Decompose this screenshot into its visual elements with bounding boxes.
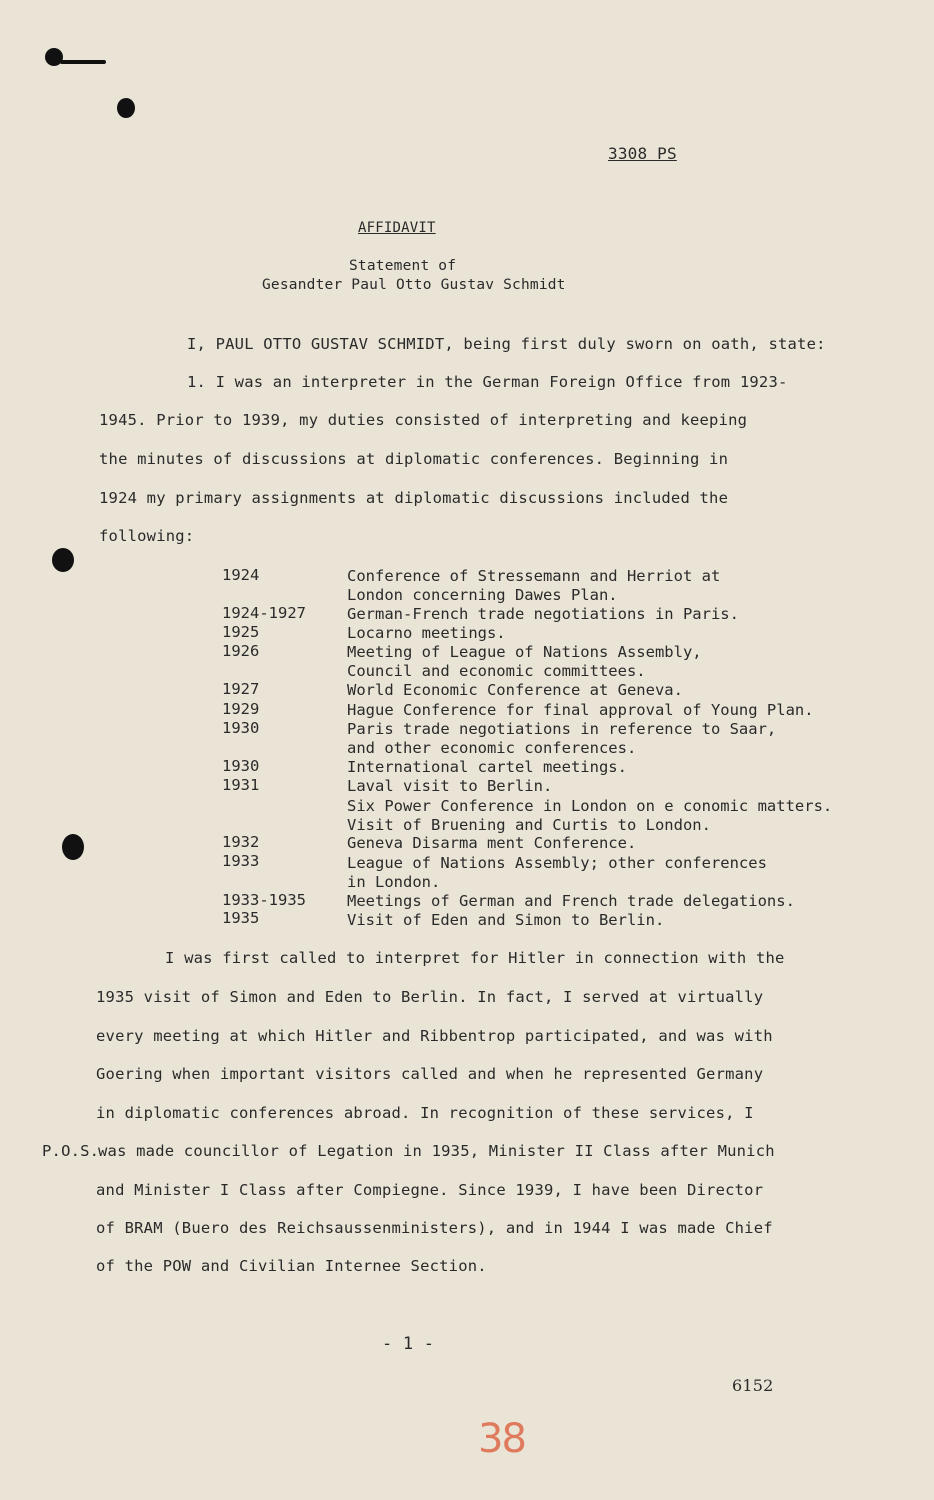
para1-line: 1. I was an interpreter in the German Foreign Office from 1923- [187, 373, 788, 391]
assignment-desc: League of Nations Assembly; other conferences [347, 854, 767, 872]
assignment-year: 1930 [222, 757, 260, 775]
document-number: 3308 PS [608, 144, 677, 163]
para2-line: of BRAM (Buero des Reichsaussenministers), and in 1944 I was made Chief [96, 1219, 773, 1237]
assignment-desc: Six Power Conference in London on e conomic matters. [347, 797, 833, 815]
assignment-desc: Council and economic committees. [347, 662, 646, 680]
stamp-number: 6152 [732, 1376, 774, 1395]
assignment-desc: Meeting of League of Nations Assembly, [347, 643, 702, 661]
assignment-year: 1925 [222, 623, 260, 641]
para2-line: Goering when important visitors called and when he represented Germany [96, 1065, 764, 1083]
para2-line: every meeting at which Hitler and Ribbentrop participated, and was with [96, 1027, 773, 1045]
statement-name: Gesandter Paul Otto Gustav Schmidt [262, 277, 566, 293]
page-number: - 1 - [382, 1334, 435, 1354]
assignment-desc: International cartel meetings. [347, 758, 627, 776]
assignment-desc: and other economic conferences. [347, 739, 637, 757]
assignment-year: 1933 [222, 852, 260, 870]
assignment-desc: Laval visit to Berlin. [347, 777, 553, 795]
para2-line: 1935 visit of Simon and Eden to Berlin. In fact, I served at virtually [96, 988, 764, 1006]
para1-line: 1924 my primary assignments at diplomatic discussions included the [99, 489, 729, 507]
para2-line: of the POW and Civilian Internee Section. [96, 1257, 487, 1275]
para2-line: I was first called to interpret for Hitler in connection with the [165, 949, 785, 967]
para1-line: following: [99, 527, 195, 545]
punch-hole-lower [62, 834, 84, 860]
assignment-desc: Conference of Stressemann and Herriot at [347, 567, 721, 585]
assignment-year: 1927 [222, 680, 260, 698]
para2-line: was made councillor of Legation in 1935, Minister II Class after Munich [98, 1142, 775, 1160]
para1-line: the minutes of discussions at diplomatic conferences. Beginning in [99, 450, 729, 468]
para1-line: 1945. Prior to 1939, my duties consisted of interpreting and keeping [99, 411, 748, 429]
assignment-desc: Hague Conference for final approval of Young Plan. [347, 701, 814, 719]
assignment-desc: German-French trade negotiations in Paris. [347, 605, 739, 623]
assignment-desc: Visit of Bruening and Curtis to London. [347, 816, 711, 834]
assignment-year: 1924-1927 [222, 604, 306, 622]
assignment-desc: London concerning Dawes Plan. [347, 586, 618, 604]
assignment-year: 1933-1935 [222, 891, 306, 909]
assignment-desc: Paris trade negotiations in reference to Saar, [347, 720, 777, 738]
assignment-year: 1924 [222, 566, 260, 584]
assignment-desc: Geneva Disarma ment Conference. [347, 834, 637, 852]
assignment-desc: in London. [347, 873, 441, 891]
assignment-year: 1929 [222, 700, 260, 718]
affidavit-heading: AFFIDAVIT [358, 220, 436, 236]
margin-initials: P.O.S. [42, 1142, 100, 1160]
assignment-year: 1930 [222, 719, 260, 737]
assignment-desc: World Economic Conference at Geneva. [347, 681, 683, 699]
oath-line: I, PAUL OTTO GUSTAV SCHMIDT, being first duly sworn on oath, state: [187, 335, 826, 353]
para2-line: in diplomatic conferences abroad. In recognition of these services, I [96, 1104, 754, 1122]
punch-hole-middle [52, 548, 74, 572]
assignment-year: 1926 [222, 642, 260, 660]
assignment-year: 1931 [222, 776, 260, 794]
statement-of: Statement of [349, 258, 457, 274]
assignment-year: 1932 [222, 833, 260, 851]
punch-hole-top [117, 98, 135, 118]
arrow-mark [60, 60, 106, 64]
para2-line: and Minister I Class after Compiegne. Since 1939, I have been Director [96, 1181, 764, 1199]
red-handwritten-mark: 38 [478, 1416, 525, 1462]
assignment-year: 1935 [222, 909, 260, 927]
assignment-desc: Locarno meetings. [347, 624, 506, 642]
assignment-desc: Meetings of German and French trade delegations. [347, 892, 795, 910]
assignment-desc: Visit of Eden and Simon to Berlin. [347, 911, 665, 929]
